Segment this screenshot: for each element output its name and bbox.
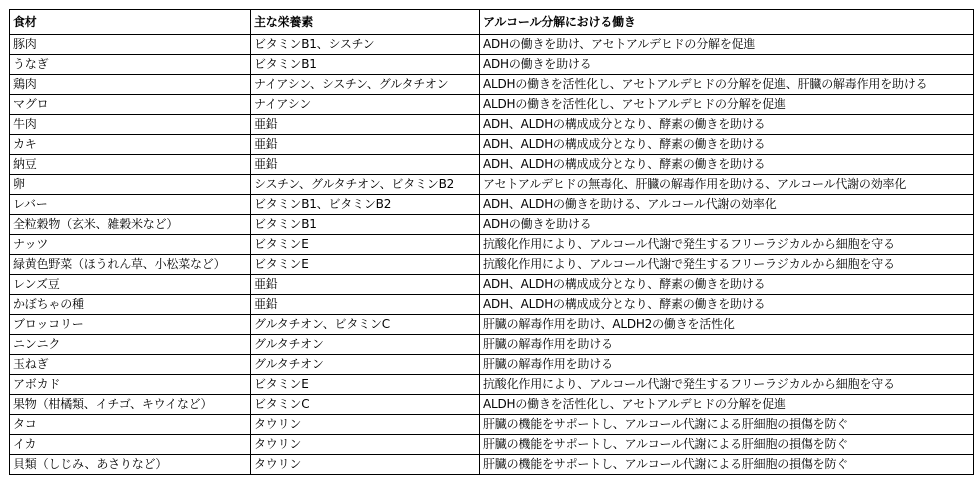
food-cell: 緑黄色野菜（ほうれん草、小松菜など） xyxy=(10,255,251,275)
effect-cell: 肝臓の機能をサポートし、アルコール代謝による肝細胞の損傷を防ぐ xyxy=(480,435,974,455)
nutrient-cell: タウリン xyxy=(251,435,480,455)
table-row xyxy=(10,335,974,355)
food-cell: 貝類（しじみ、あさりなど） xyxy=(10,455,251,475)
table-row xyxy=(10,255,974,275)
food-cell: 玉ねぎ xyxy=(10,355,251,375)
effect-cell: 肝臓の解毒作用を助ける xyxy=(480,355,974,375)
food-cell: ナッツ xyxy=(10,235,251,255)
nutrient-cell: ビタミンE xyxy=(251,235,480,255)
food-cell: ブロッコリー xyxy=(10,315,251,335)
food-cell: レバー xyxy=(10,195,251,215)
effect-cell: ADH、ALDHの構成成分となり、酵素の働きを助ける xyxy=(480,155,974,175)
effect-cell: ADH、ALDHの構成成分となり、酵素の働きを助ける xyxy=(480,295,974,315)
nutrient-cell: タウリン xyxy=(251,455,480,475)
table-row xyxy=(10,135,974,155)
table-row xyxy=(10,215,974,235)
effect-cell: 抗酸化作用により、アルコール代謝で発生するフリーラジカルから細胞を守る xyxy=(480,235,974,255)
effect-cell: 抗酸化作用により、アルコール代謝で発生するフリーラジカルから細胞を守る xyxy=(480,375,974,395)
table-row xyxy=(10,355,974,375)
food-cell: タコ xyxy=(10,415,251,435)
effect-cell: ADH、ALDHの働きを助ける、アルコール代謝の効率化 xyxy=(480,195,974,215)
nutrient-cell: ビタミンC xyxy=(251,395,480,415)
effect-cell: ALDHの働きを活性化し、アセトアルデヒドの分解を促進 xyxy=(480,95,974,115)
nutrient-cell: 亜鉛 xyxy=(251,275,480,295)
table-body xyxy=(10,35,974,475)
table-header xyxy=(10,10,974,35)
food-cell: 果物（柑橘類、イチゴ、キウイなど） xyxy=(10,395,251,415)
effect-cell: 肝臓の機能をサポートし、アルコール代謝による肝細胞の損傷を防ぐ xyxy=(480,415,974,435)
effect-cell: 肝臓の機能をサポートし、アルコール代謝による肝細胞の損傷を防ぐ xyxy=(480,455,974,475)
effect-cell: ADH、ALDHの構成成分となり、酵素の働きを助ける xyxy=(480,135,974,155)
table-row xyxy=(10,155,974,175)
food-cell: イカ xyxy=(10,435,251,455)
nutrient-cell: ビタミンB1、シスチン xyxy=(251,35,480,55)
nutrient-cell: ナイアシン、シスチン、グルタチオン xyxy=(251,75,480,95)
nutrient-cell: ビタミンB1 xyxy=(251,215,480,235)
effect-cell: ALDHの働きを活性化し、アセトアルデヒドの分解を促進 xyxy=(480,395,974,415)
effect-cell: ADHの働きを助け、アセトアルデヒドの分解を促進 xyxy=(480,35,974,55)
table-row xyxy=(10,295,974,315)
food-cell: ニンニク xyxy=(10,335,251,355)
table-row xyxy=(10,115,974,135)
nutrient-cell: 亜鉛 xyxy=(251,155,480,175)
food-cell: かぼちゃの種 xyxy=(10,295,251,315)
nutrient-cell: グルタチオン、ビタミンC xyxy=(251,315,480,335)
effect-cell: 肝臓の解毒作用を助け、ALDH2の働きを活性化 xyxy=(480,315,974,335)
food-cell: アボカド xyxy=(10,375,251,395)
table-row xyxy=(10,35,974,55)
food-cell: 鶏肉 xyxy=(10,75,251,95)
table-row xyxy=(10,415,974,435)
header-row xyxy=(10,10,974,35)
nutrient-cell: ビタミンE xyxy=(251,255,480,275)
table-row xyxy=(10,395,974,415)
table-container xyxy=(9,9,974,475)
effect-cell: ALDHの働きを活性化し、アセトアルデヒドの分解を促進、肝臓の解毒作用を助ける xyxy=(480,75,974,95)
food-cell: うなぎ xyxy=(10,55,251,75)
food-cell: レンズ豆 xyxy=(10,275,251,295)
food-cell: 卵 xyxy=(10,175,251,195)
header-food: 食材 xyxy=(10,10,251,35)
effect-cell: アセトアルデヒドの無毒化、肝臓の解毒作用を助ける、アルコール代謝の効率化 xyxy=(480,175,974,195)
nutrient-cell: グルタチオン xyxy=(251,355,480,375)
header-nutrient: 主な栄養素 xyxy=(251,10,480,35)
table-row xyxy=(10,455,974,475)
table-row xyxy=(10,55,974,75)
nutrition-table xyxy=(9,9,974,475)
food-cell: カキ xyxy=(10,135,251,155)
nutrient-cell: タウリン xyxy=(251,415,480,435)
table-row xyxy=(10,75,974,95)
table-row xyxy=(10,275,974,295)
nutrient-cell: 亜鉛 xyxy=(251,135,480,155)
effect-cell: 抗酸化作用により、アルコール代謝で発生するフリーラジカルから細胞を守る xyxy=(480,255,974,275)
table-row xyxy=(10,435,974,455)
effect-cell: ADHの働きを助ける xyxy=(480,55,974,75)
table-row xyxy=(10,315,974,335)
food-cell: マグロ xyxy=(10,95,251,115)
nutrient-cell: シスチン、グルタチオン、ビタミンB2 xyxy=(251,175,480,195)
effect-cell: ADH、ALDHの構成成分となり、酵素の働きを助ける xyxy=(480,115,974,135)
nutrient-cell: ナイアシン xyxy=(251,95,480,115)
nutrient-cell: ビタミンE xyxy=(251,375,480,395)
table-row xyxy=(10,235,974,255)
table-row xyxy=(10,175,974,195)
food-cell: 全粒穀物（玄米、雑穀米など） xyxy=(10,215,251,235)
nutrient-cell: ビタミンB1 xyxy=(251,55,480,75)
effect-cell: ADHの働きを助ける xyxy=(480,215,974,235)
table-row xyxy=(10,95,974,115)
table-row xyxy=(10,375,974,395)
effect-cell: 肝臓の解毒作用を助ける xyxy=(480,335,974,355)
nutrient-cell: 亜鉛 xyxy=(251,115,480,135)
nutrient-cell: グルタチオン xyxy=(251,335,480,355)
food-cell: 牛肉 xyxy=(10,115,251,135)
effect-cell: ADH、ALDHの構成成分となり、酵素の働きを助ける xyxy=(480,275,974,295)
food-cell: 豚肉 xyxy=(10,35,251,55)
header-effect: アルコール分解における働き xyxy=(480,10,974,35)
nutrient-cell: ビタミンB1、ビタミンB2 xyxy=(251,195,480,215)
food-cell: 納豆 xyxy=(10,155,251,175)
nutrient-cell: 亜鉛 xyxy=(251,295,480,315)
table-row xyxy=(10,195,974,215)
